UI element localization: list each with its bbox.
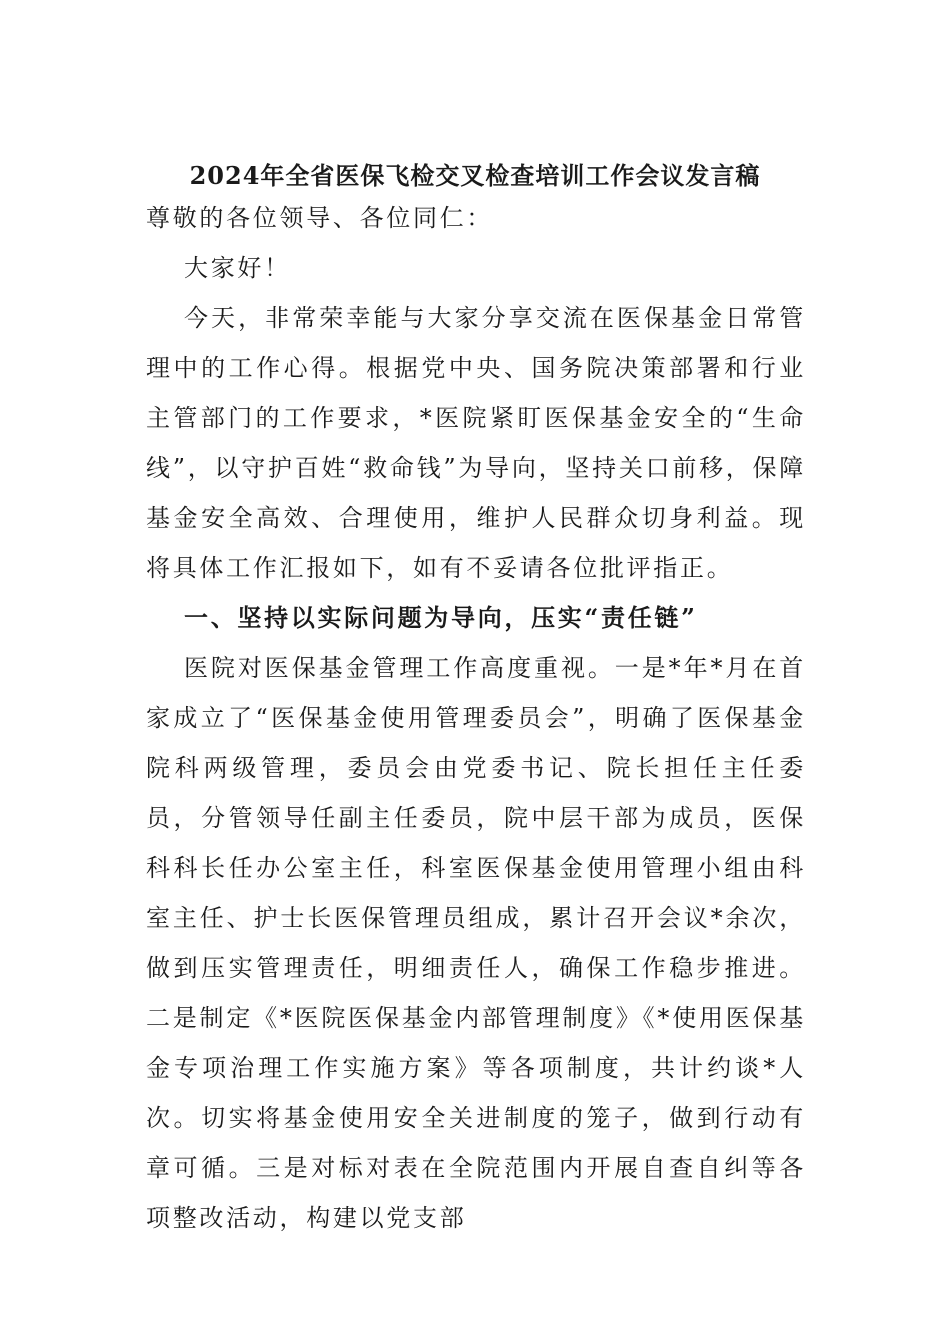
salutation-line: 尊敬的各位领导、各位同仁： — [146, 204, 494, 232]
section-heading: 一、坚持以实际问题为导向，压实“责任链” — [184, 603, 698, 632]
document-body — [146, 193, 806, 1243]
greeting-line: 大家好！ — [184, 254, 291, 282]
document-title: 2024年全省医保飞检交叉检查培训工作会议发言稿 — [189, 161, 761, 190]
section-paragraph: 医院对医保基金管理工作高度重视。一是*年*月在首家成立了“医保基金使用管理委员会”，明确了医保基金院科两级管理，委员会由党委书记、院长担任主任委员，分管领导任副主任委员，院中层干部为成员，医保科科长任办公室主任，科室医保基金使用管理小组由科室主任、护士长医保管理员组成，累计召开会议*余次，做到压实管理责任，明细责任人，确保工作稳步推进。二是制定《*医院医保基金内部管理制度》《*使用医保基金专项治理工作实施方案》等各项制度，共计约谈*人次。切实将基金使用安全关进制度的笼子，做到行动有章可循。三是对标对表在全院范围内开展自查自纠等各项整改活动，构建以党支部 — [146, 654, 806, 1232]
intro-paragraph: 今天，非常荣幸能与大家分享交流在医保基金日常管理中的工作心得。根据党中央、国务院决策部署和行业主管部门的工作要求，*医院紧盯医保基金安全的“生命线”，以守护百姓“救命钱”为导向，坚持关口前移，保障基金安全高效、合理使用，维护人民群众切身利益。现将具体工作汇报如下，如有不妥请各位批评指正。 — [146, 304, 806, 582]
